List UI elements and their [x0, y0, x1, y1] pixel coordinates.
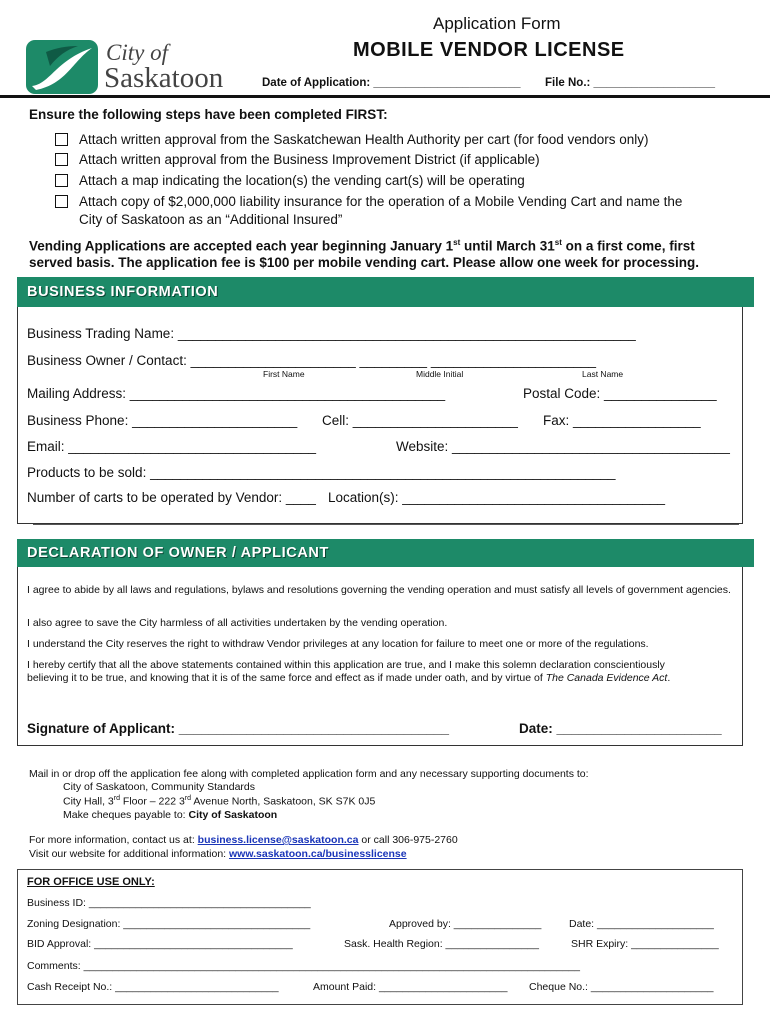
mailing-address-field[interactable]: Mailing Address: __________________________________________	[27, 386, 446, 401]
postal-code-field[interactable]: Postal Code: _______________	[523, 386, 717, 401]
step-item-2: Attach written approval from the Business Improvement District (if applicable)	[79, 152, 540, 167]
cheque-payable-label: Make cheques payable to:	[63, 809, 186, 821]
website-info	[29, 848, 407, 860]
declaration-paragraph-4a: I hereby certify that all the above statements contained within this application are true, and I make this solemn declaration conscientiously	[27, 659, 665, 671]
declaration-paragraph-2: I also agree to save the City harmless of all activities undertaken by the vending operation.	[27, 617, 448, 629]
cheque-no-field[interactable]: Cheque No.: _____________________	[529, 981, 714, 993]
middle-initial-caption: Middle Initial	[416, 369, 464, 379]
header-divider	[0, 95, 770, 98]
contact-info	[29, 834, 458, 846]
business-id-field[interactable]: Business ID: ______________________________________	[27, 897, 311, 909]
approved-by-field[interactable]: Approved by: _______________	[389, 918, 542, 930]
amount-paid-field[interactable]: Amount Paid: ______________________	[313, 981, 508, 993]
fax-field[interactable]: Fax: _________________	[543, 413, 701, 428]
vending-notice-line1: Vending Applications are accepted each year beginning January 1st until March 31st on a first come, first	[29, 238, 695, 254]
declaration-banner: DECLARATION OF OWNER / APPLICANT	[17, 539, 754, 567]
contact-info-label: For more information, contact us at:	[29, 834, 195, 846]
vending-notice-line2: served basis. The application fee is $100 per mobile vending cart. Please allow one week for processing.	[29, 255, 699, 270]
steps-heading: Ensure the following steps have been completed FIRST:	[29, 107, 388, 122]
business-phone-field[interactable]: Business Phone: ______________________	[27, 413, 298, 428]
file-no-field[interactable]: File No.: ___________________	[545, 77, 716, 89]
cell-field[interactable]: Cell: ______________________	[322, 413, 518, 428]
shr-expiry-field[interactable]: SHR Expiry: _______________	[571, 938, 719, 950]
canada-evidence-act: The Canada Evidence Act	[545, 672, 668, 684]
cheque-payee: City of Saskatoon	[188, 809, 278, 821]
mail-address-line2: City Hall, 3rd Floor – 222 3rd Avenue North, Saskatoon, SK S7K 0J5	[63, 795, 376, 808]
city-logo	[26, 40, 256, 94]
business-trading-name-field[interactable]: Business Trading Name: _____________________________________________________________	[27, 326, 636, 341]
last-name-caption: Last Name	[582, 369, 624, 379]
logo-text-saskatoon: Saskatoon	[104, 62, 224, 94]
step-item-4-continued: City of Saskatoon as an “Additional Insured”	[79, 212, 343, 227]
logo-text-city-of: City of	[106, 40, 168, 65]
website-link[interactable]: www.saskatoon.ca/businesslicense	[229, 848, 407, 860]
mail-address-line1: City of Saskatoon, Community Standards	[63, 781, 256, 793]
step-checkbox-2[interactable]	[55, 153, 68, 166]
declaration-date-field[interactable]: Date: ______________________	[519, 721, 722, 736]
sask-health-region-field[interactable]: Sask. Health Region: ________________	[344, 938, 539, 950]
first-name-caption: First Name	[263, 369, 305, 379]
declaration-paragraph-1: I agree to abide by all laws and regulations, bylaws and resolutions governing the vending operation and must satisfy all levels of government agencies.	[27, 584, 731, 596]
office-use-heading: FOR OFFICE USE ONLY:	[27, 876, 155, 888]
form-type-label: Application Form	[433, 14, 561, 33]
declaration-paragraph-4b-text: believing it to be true, and knowing that it is of the same force and effect as if made under oath, and by virtue of	[27, 672, 543, 684]
number-of-carts-field[interactable]: Number of carts to be operated by Vendor: ____	[27, 490, 316, 505]
step-checkbox-3[interactable]	[55, 174, 68, 187]
signature-field[interactable]: Signature of Applicant: ____________________________________	[27, 721, 450, 736]
step-checkbox-1[interactable]	[55, 133, 68, 146]
email-field[interactable]: Email: _________________________________	[27, 439, 317, 454]
saskatoon-logo-icon	[26, 40, 98, 94]
cash-receipt-field[interactable]: Cash Receipt No.: ____________________________	[27, 981, 279, 993]
mail-address-line3	[63, 809, 277, 821]
step-item-1: Attach written approval from the Saskatchewan Health Authority per cart (for food vendors only)	[79, 132, 649, 147]
website-info-label: Visit our website for additional information:	[29, 848, 227, 860]
products-field[interactable]: Products to be sold: ______________________________________________________________	[27, 465, 616, 480]
locations-field[interactable]: Location(s): ___________________________________	[328, 490, 666, 505]
date-of-application-field[interactable]: Date of Application: _______________________	[262, 77, 521, 89]
website-field[interactable]: Website: _____________________________________	[396, 439, 730, 454]
form-title: MOBILE VENDOR LICENSE	[353, 39, 625, 61]
step-checkbox-4[interactable]	[55, 195, 68, 208]
office-date-field[interactable]: Date: ____________________	[569, 918, 714, 930]
zoning-designation-field[interactable]: Zoning Designation: ________________________________	[27, 918, 311, 930]
locations-extra-line[interactable]	[33, 524, 739, 525]
bid-approval-field[interactable]: BID Approval: __________________________________	[27, 938, 293, 950]
declaration-paragraph-4b: believing it to be true, and knowing that it is of the same force and effect as if made under oath, and by virtue of The Canada Evidence Act.	[27, 672, 671, 684]
business-info-banner: BUSINESS INFORMATION	[17, 277, 754, 307]
step-item-4: Attach copy of $2,000,000 liability insurance for the operation of a Mobile Vending Cart and name the	[79, 194, 683, 209]
business-owner-contact-field[interactable]: Business Owner / Contact: ______________________ _________ ______________________	[27, 353, 596, 368]
comments-field[interactable]: Comments: _____________________________________________________________________________________	[27, 960, 580, 972]
contact-email-link[interactable]: business.license@saskatoon.ca	[197, 834, 359, 846]
step-item-3: Attach a map indicating the location(s) the vending cart(s) will be operating	[79, 173, 525, 188]
contact-phone: or call 306-975-2760	[361, 834, 458, 846]
declaration-paragraph-3: I understand the City reserves the right to withdraw Vendor privileges at any location for failure to meet one or more of the regulations.	[27, 638, 649, 650]
mail-instructions: Mail in or drop off the application fee along with completed application form and any necessary supporting documents to:	[29, 768, 589, 780]
